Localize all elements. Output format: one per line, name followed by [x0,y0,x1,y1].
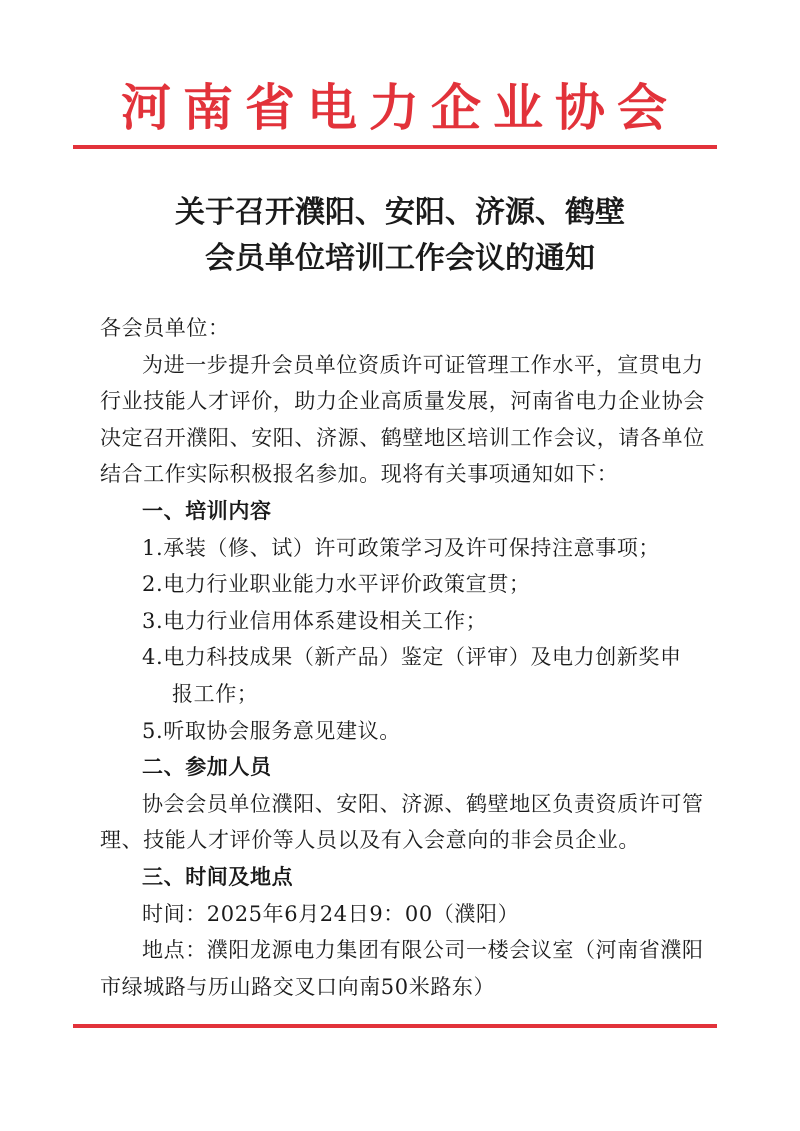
section-heading-time-place: 三、时间及地点 [142,864,294,889]
training-item: 4.电力科技成果（新产品）鉴定（评审）及电力创新奖申 [142,645,682,670]
intro-line: 结合工作实际积极报名参加。现将有关事项通知如下： [100,462,619,487]
meeting-place-line: 市绿城路与历山路交叉口向南50米路东） [100,974,496,999]
intro-line: 为进一步提升会员单位资质许可证管理工作水平，宣贯电力 [142,352,704,377]
section-heading-training: 一、培训内容 [142,498,272,523]
training-item: 2.电力行业职业能力水平评价政策宣贯； [142,572,531,597]
intro-line: 决定召开濮阳、安阳、济源、鹤壁地区培训工作会议，请各单位 [100,425,705,450]
notice-title-line-1: 关于召开濮阳、安阳、济源、鹤壁 [175,195,625,230]
notice-title-line-2: 会员单位培训工作会议的通知 [205,241,595,276]
training-item-continuation: 报工作； [172,681,259,706]
footer-divider [73,1024,717,1028]
participants-line: 协会会员单位濮阳、安阳、济源、鹤壁地区负责资质许可管 [142,791,704,816]
salutation: 各会员单位： [100,316,230,340]
organization-name: 河南省电力企业协会 [121,78,679,137]
training-item: 1.承装（修、试）许可政策学习及许可保持注意事项； [142,535,661,560]
intro-line: 行业技能人才评价，助力企业高质量发展，河南省电力企业协会 [100,389,705,414]
meeting-time: 时间：2025年6月24日9：00（濮阳） [142,901,520,926]
meeting-place-line: 地点：濮阳龙源电力集团有限公司一楼会议室（河南省濮阳 [142,938,704,963]
participants-line: 理、技能人才评价等人员以及有入会意向的非会员企业。 [100,828,640,853]
notice-body [100,310,720,1005]
training-item: 5.听取协会服务意见建议。 [142,718,401,743]
header-divider [73,145,717,149]
training-item: 3.电力行业信用体系建设相关工作； [142,608,488,633]
section-heading-participants: 二、参加人员 [142,755,272,780]
